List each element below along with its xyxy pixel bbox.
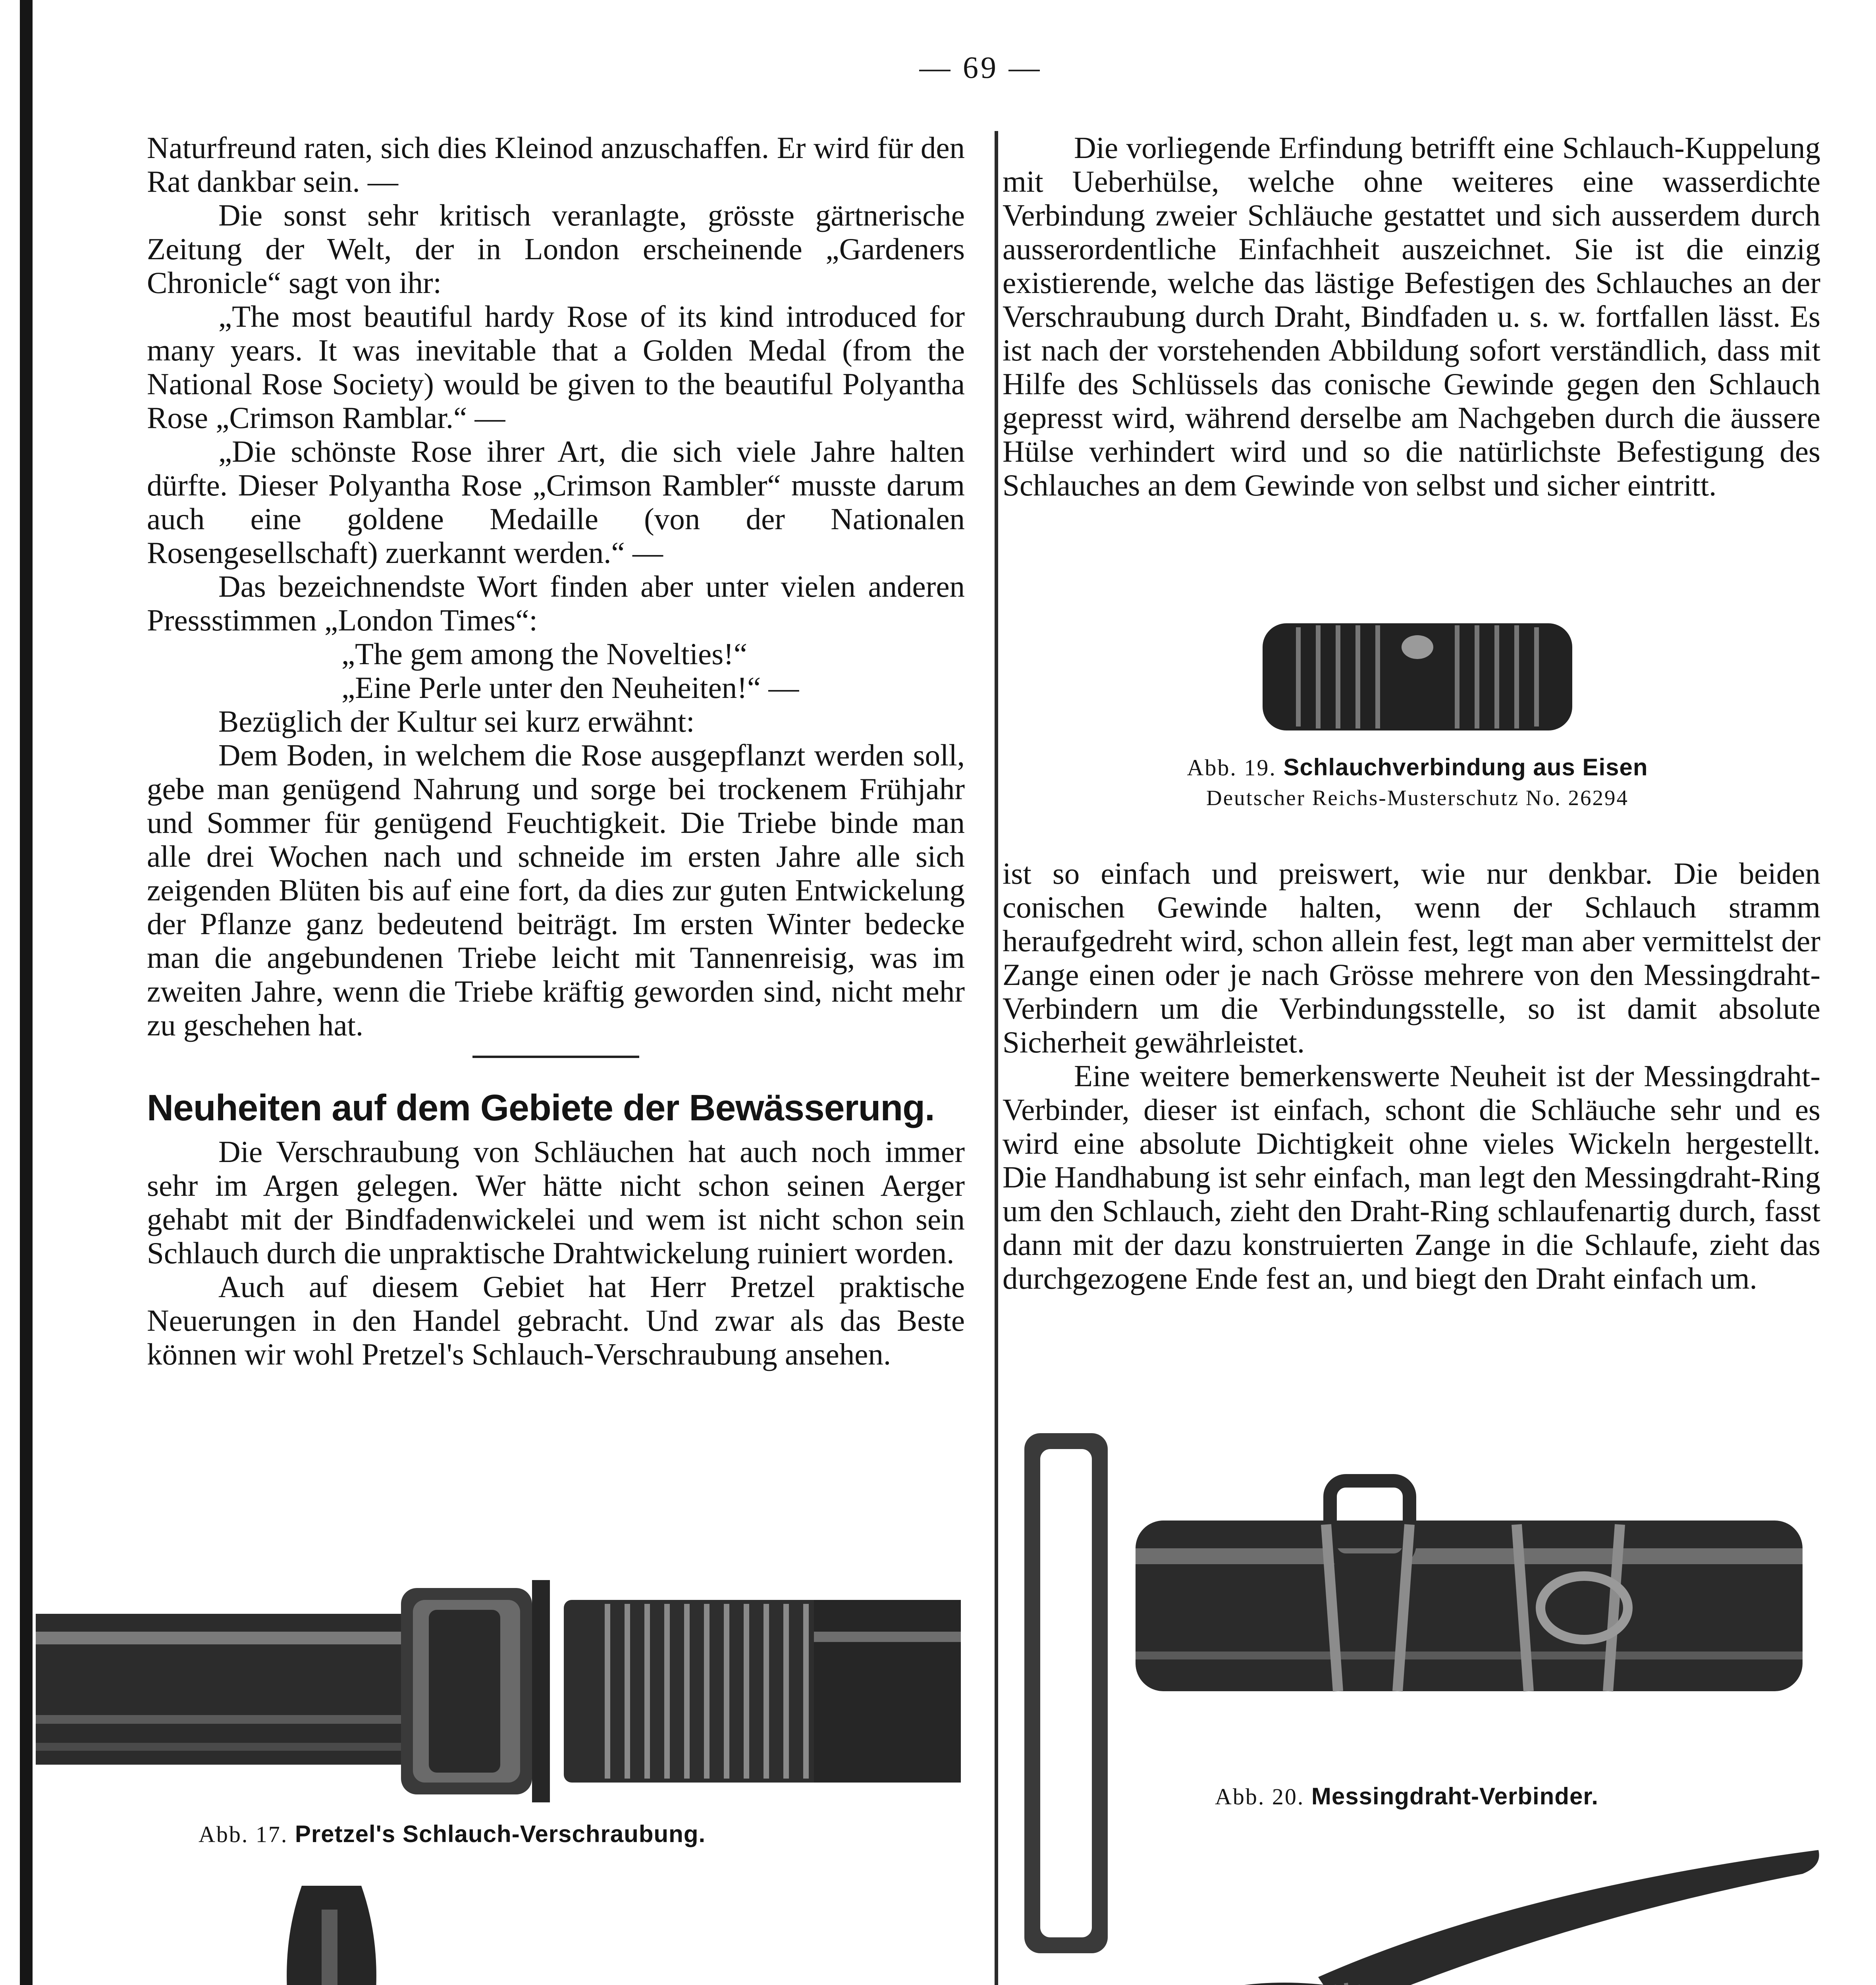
hose-coupling-illustration: [36, 1572, 969, 1818]
quote-english: „The most beautiful hardy Rose of its kind introduced for many years. It was inevitable that a Golden Medal (from the National Rose Society) would be given to the beautiful Polyantha Rose „Crimson Ramblar.“ —: [147, 299, 965, 435]
page-spine-edge: [20, 0, 33, 1985]
paragraph: Dem Boden, in welchem die Rose ausgepflanzt werden soll, gebe man genügend Nahrung und sorge bei trockenem Frühjahr und Sommer für genügend Feuchtigkeit. Die Triebe binde man alle drei Wochen nach und schneide im ersten Jahre alle sich zeigenden Blüten bis auf eine fort, da dies zur guten Entwickelung der Pflanze ganz bedeutend beiträgt. Im ersten Winter bedecke man die angebundenen Triebe leicht mit Tannenreisig, was im zweiten Jahre, wenn die Triebe kräftig geworden sind, nicht mehr zu geschehen hat.: [147, 738, 965, 1042]
figure-20-caption: [1215, 1783, 1598, 1811]
pliers-illustration: [1120, 1842, 1826, 1985]
quote-german: „Die schönste Rose ihrer Art, die sich viele Jahre halten dürfte. Dieser Polyantha Rose „Crimson Rambler“ musste darum auch eine goldene Medaille (von der Nationalen Rosengesellschaft) zuerkannt werden.“ —: [147, 434, 965, 570]
paragraph: Das bezeichnendste Wort finden aber unter vielen anderen Pressstimmen „London Times“:: [147, 569, 965, 637]
paragraph: Die vorliegende Erfindung betrifft eine Schlauch-Kuppelung mit Ueberhülse, welche ohne weiteres eine wasserdichte Verbindung zweier Schläuche gestattet und sich ausserdem durch ausserordentliche Einfachheit auszeichnet. Sie ist die einzig existierende, welche das lästige Befestigen des Schlauches an der Verschraubung durch Draht, Bindfaden u. s. w. fortfallen lässt. Es ist nach der vorstehenden Abbildung sofort verständlich, dass mit Hilfe des Schlüssels das conische Gewinde gegen den Schlauch gepresst wird, während derselbe am Nachgeben durch die äussere Hülse verhindert wird und so die natürlichste Befestigung des Schlauches an dem Gewinde von selbst und sicher eintritt.: [1003, 131, 1820, 502]
paragraph: Naturfreund raten, sich dies Kleinod anzuschaffen. Er wird für den Rat dankbar sein. —: [147, 131, 965, 198]
t-key-wrench-illustration: [222, 1874, 858, 1985]
figure-number: Abb. 17.: [199, 1821, 288, 1847]
quote-german-short: „Eine Perle unter den Neuheiten!“ —: [341, 671, 799, 705]
paragraph: Die sonst sehr kritisch veranlagte, grösste gärtnerische Zeitung der Welt, der in London erscheinende „Gardeners Chronicle“ sagt von ihr:: [147, 198, 965, 300]
paragraph: Bezüglich der Kultur sei kurz erwähnt:: [218, 704, 695, 738]
page-number: — 69 —: [919, 50, 1042, 85]
left-column: [147, 131, 965, 1371]
section-heading: Neuheiten auf dem Gebiete der Bewässerung.: [147, 1087, 935, 1128]
figure-title: Schlauchverbindung aus Eisen: [1283, 754, 1648, 781]
figure-number: Abb. 19.: [1187, 755, 1276, 781]
figure-19-caption: [1088, 754, 1747, 782]
quote-english-short: „The gem among the Novelties!“: [341, 637, 748, 671]
right-column-upper: [1003, 131, 1820, 502]
paragraph: Eine weitere bemerkenswerte Neuheit ist der Messingdraht-Verbinder, dieser ist einfach, schont die Schläuche sehr und es wird eine absolute Dichtigkeit ohne vieles Wickeln hergestellt. Die Handhabung ist sehr einfach, man legt den Messingdraht-Ring um den Schlauch, zieht den Draht-Ring schlaufenartig durch, fasst dann mit der dazu konstruierten Zange in die Schlaufe, zieht das durchgezogene Ende fest an, und biegt den Draht einfach um.: [1003, 1059, 1820, 1295]
figure-17-caption: [199, 1820, 706, 1848]
figure-number: Abb. 20.: [1215, 1784, 1305, 1810]
paragraph: Auch auf diesem Gebiet hat Herr Pretzel praktische Neuerungen in den Handel gebracht. Und zwar als das Beste können wir wohl Pretzel's Schlauch-Verschraubung ansehen.: [147, 1270, 965, 1371]
paragraph: ist so einfach und preiswert, wie nur denkbar. Die beiden conischen Gewinde halten, wenn der Schlauch stramm heraufgedreht wird, schon allein fest, legt man aber vermittelst der Zange einen oder je nach Grösse mehrere von den Messingdraht-Verbindern um die Verbindungsstelle, so ist damit absolute Sicherheit gewährleistet.: [1003, 856, 1820, 1059]
column-divider: [995, 131, 998, 1985]
paragraph: Die Verschraubung von Schläuchen hat auch noch immer sehr im Argen gelegen. Wer hätte nicht schon seinen Aerger gehabt mit der Bindfadenwickelei und wem ist nicht schon sein Schlauch durch die unpraktische Drahtwickelung ruiniert worden.: [147, 1135, 965, 1270]
figure-title: Pretzel's Schlauch-Verschraubung.: [295, 1821, 706, 1847]
right-column-middle: [1003, 857, 1820, 1295]
figure-title: Messingdraht-Verbinder.: [1311, 1783, 1599, 1810]
figure-19-subcaption: Deutscher Reichs-Musterschutz No. 26294: [1206, 786, 1629, 810]
iron-hose-connector-illustration: [1251, 611, 1584, 742]
section-separator: [472, 1056, 639, 1058]
